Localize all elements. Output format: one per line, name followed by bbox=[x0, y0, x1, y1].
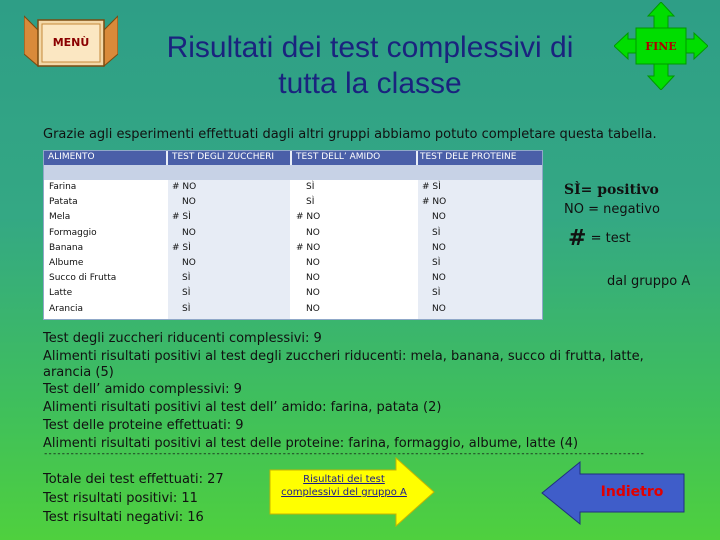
food-cell: Latte bbox=[49, 288, 73, 299]
protein-test-cell: # NO bbox=[422, 197, 447, 208]
sugar-test-cell: # SÌ bbox=[172, 212, 191, 223]
starch-test-cell: NO bbox=[306, 227, 320, 238]
summary-line: Test degli zuccheri riducenti complessivi: 9 bbox=[43, 331, 322, 346]
page-title-line-1: Risultati dei test complessivi di bbox=[166, 31, 574, 64]
summary-line: Test dell’ amido complessivi: 9 bbox=[43, 382, 242, 397]
sugar-test-cell: NO bbox=[182, 258, 196, 268]
intro-text: Grazie agli esperimenti effettuati dagli altri gruppi abbiamo potuto completare questa tabella. bbox=[43, 127, 657, 142]
starch-test-cell: SÌ bbox=[306, 182, 315, 192]
food-cell: Banana bbox=[49, 242, 84, 253]
food-cell: Patata bbox=[49, 197, 78, 208]
table-band bbox=[44, 165, 542, 180]
summary-line: Test delle proteine effettuati: 9 bbox=[43, 418, 244, 433]
header-starch: TEST DELL’ AMIDO bbox=[296, 152, 381, 162]
sugar-test-cell: # NO bbox=[172, 182, 197, 192]
protein-test-cell: # SÌ bbox=[422, 182, 441, 192]
food-cell: Mela bbox=[49, 212, 71, 223]
legend-negative: NO = negativo bbox=[564, 202, 660, 217]
dashed-divider: ---------------------------------------------------------------------------------------------------------------------------------------- bbox=[43, 450, 644, 458]
legend-positive: SÌ= positivo bbox=[564, 182, 659, 198]
sugar-test-cell: SÌ bbox=[182, 288, 191, 299]
table-header bbox=[44, 151, 542, 165]
starch-test-cell: SÌ bbox=[306, 197, 315, 208]
legend-test bbox=[568, 226, 631, 251]
positive-tests: Test risultati positivi: 11 bbox=[43, 491, 198, 506]
summary-line: arancia (5) bbox=[43, 365, 114, 380]
protein-test-cell: SÌ bbox=[432, 258, 441, 268]
back-label: Indietro bbox=[600, 484, 664, 500]
food-cell: Arancia bbox=[49, 303, 84, 314]
legend-test-text: = test bbox=[586, 231, 631, 246]
protein-test-cell: NO bbox=[432, 303, 446, 314]
total-tests: Totale dei test effettuati: 27 bbox=[43, 472, 224, 487]
group-a-results-link[interactable] bbox=[268, 456, 438, 528]
fine-label: FINE bbox=[645, 40, 677, 53]
legend-hash: # bbox=[568, 226, 587, 251]
results-table bbox=[43, 150, 543, 320]
sugar-test-cell: SÌ bbox=[182, 303, 191, 314]
starch-test-cell: NO bbox=[306, 303, 320, 314]
protein-test-cell: NO bbox=[432, 242, 446, 253]
header-food: ALIMENTO bbox=[48, 152, 95, 162]
starch-test-cell: NO bbox=[306, 258, 320, 268]
sugar-test-cell: NO bbox=[182, 227, 196, 238]
starch-test-cell: NO bbox=[306, 273, 320, 284]
summary-line: Alimenti risultati positivi al test delle proteine: farina, formaggio, albume, latte (4) bbox=[43, 436, 579, 451]
header-protein: TEST DELE PROTEINE bbox=[420, 152, 517, 162]
food-cell: Succo di Frutta bbox=[49, 273, 117, 284]
food-cell: Farina bbox=[49, 182, 77, 192]
legend-group: dal gruppo A bbox=[607, 274, 691, 289]
summary-line: Alimenti risultati positivi al test degli zuccheri riducenti: mela, banana, succo di frutta, latte, bbox=[43, 349, 644, 364]
fine-button[interactable] bbox=[614, 2, 708, 90]
header-sugar: TEST DEGLI ZUCCHERI bbox=[172, 152, 275, 162]
menu-button[interactable] bbox=[24, 14, 118, 70]
starch-test-cell: # NO bbox=[296, 212, 321, 223]
summary-line: Alimenti risultati positivi al test dell’ amido: farina, patata (2) bbox=[43, 400, 442, 415]
food-cell: Formaggio bbox=[49, 227, 97, 238]
protein-test-cell: NO bbox=[432, 212, 446, 223]
page-title bbox=[120, 30, 620, 102]
food-cell: Albume bbox=[49, 258, 84, 268]
protein-test-cell: SÌ bbox=[432, 227, 441, 238]
sugar-test-cell: # SÌ bbox=[172, 242, 191, 253]
back-button[interactable] bbox=[540, 460, 686, 526]
starch-test-cell: # NO bbox=[296, 242, 321, 253]
sugar-test-cell: NO bbox=[182, 197, 196, 208]
menu-label: MENÙ bbox=[52, 36, 90, 49]
protein-test-cell: NO bbox=[432, 273, 446, 284]
starch-test-cell: NO bbox=[306, 288, 320, 299]
totals bbox=[43, 470, 224, 527]
protein-test-cell: SÌ bbox=[432, 288, 441, 299]
negative-tests: Test risultati negativi: 16 bbox=[43, 510, 204, 525]
page-title-line-2: tutta la classe bbox=[278, 67, 462, 100]
group-link-label: Risultati dei test complessivi del gruppo A bbox=[281, 474, 407, 498]
sugar-test-cell: SÌ bbox=[182, 273, 191, 284]
